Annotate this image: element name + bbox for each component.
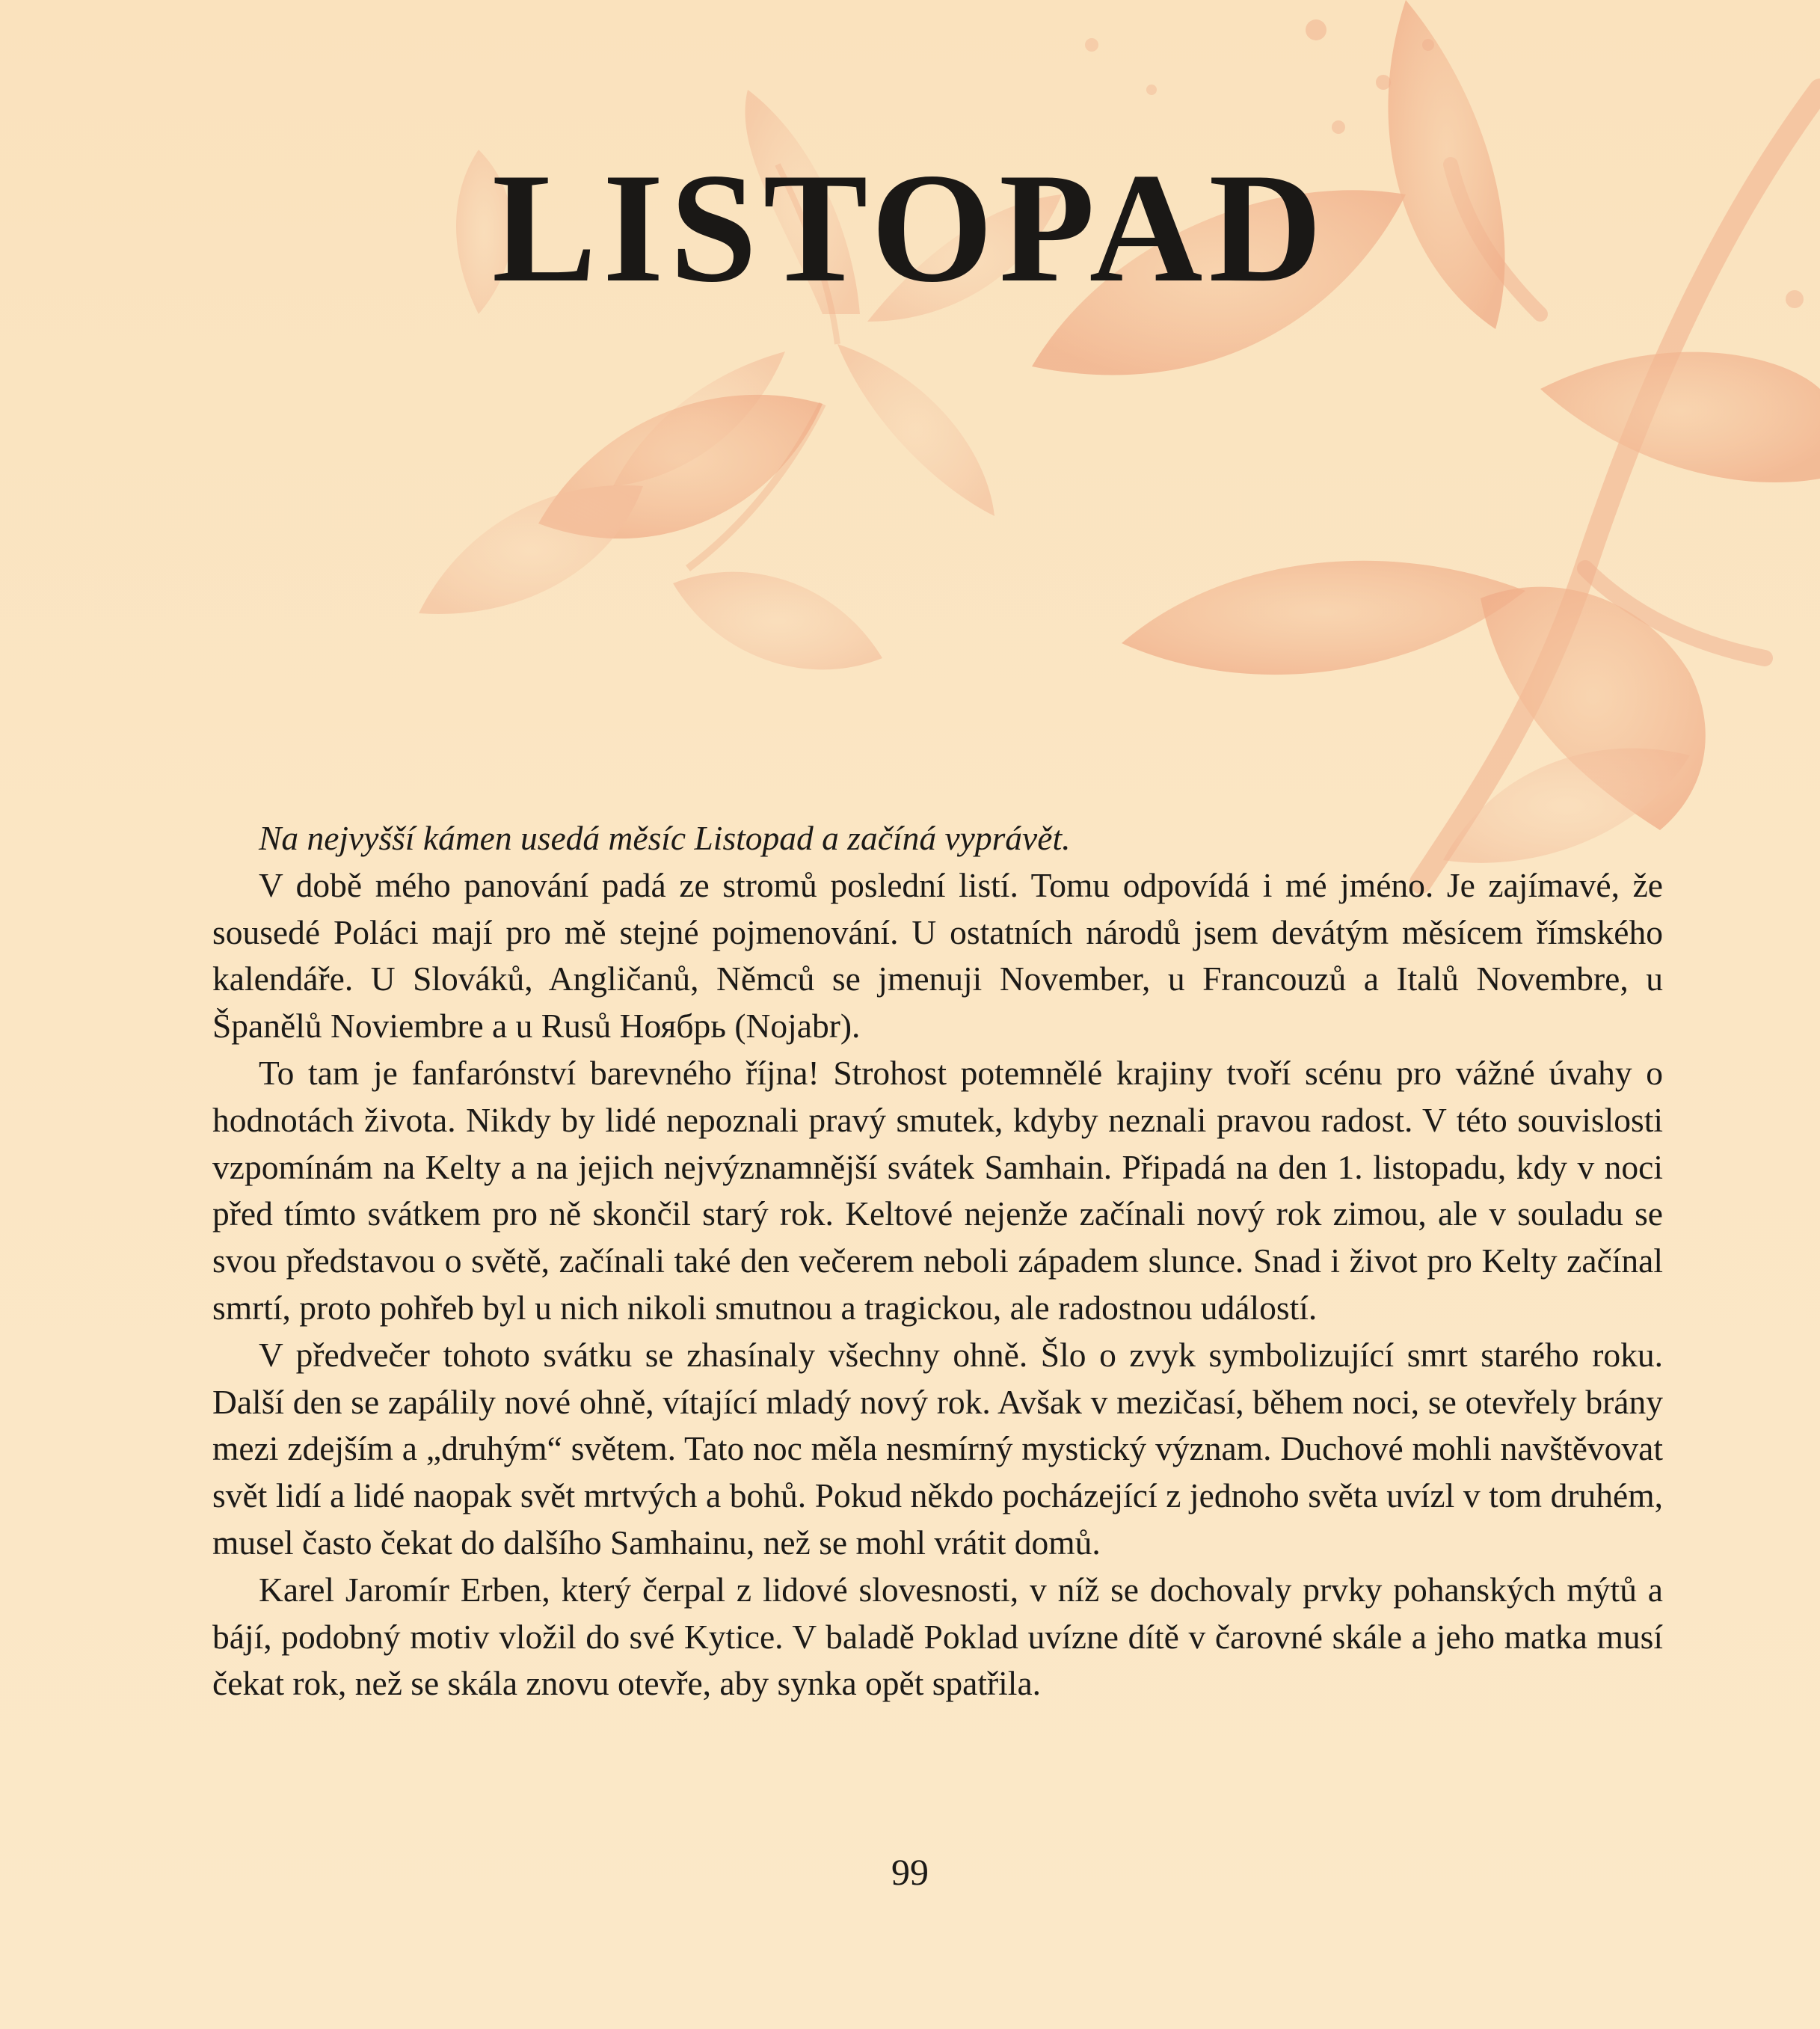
paragraph: Karel Jaromír Erben, který čerpal z lidové slovesnosti, v níž se dochovaly prvky pohanských mýtů a bájí, podobný motiv vložil do své Kytice. V baladě Poklad uvízne dítě v čarovné skále a jeho matka musí čekat rok, než se skála znovu otevře, aby synka opět spatřila. — [212, 1570, 1663, 1703]
page-number: 99 — [891, 1851, 929, 1893]
paragraph: V době mého panování padá ze stromů poslední listí. Tomu odpovídá i mé jméno. Je zajímavé, že sousedé Poláci mají pro mě stejné pojmenování. U ostatních národů jsem devátým měsícem římského kalendáře. U Slováků, Angličanů, Němců se jmenuji November, u Francouzů a Italů Novembre, u Španělů Noviembre a u Rusů Ноябрь (Nojabr). — [212, 865, 1663, 1046]
paragraph-lead: Na nejvyšší kámen usedá měsíc Listopad a začíná vyprávět. — [259, 819, 1071, 857]
page-title: LISTOPAD — [491, 141, 1329, 315]
paragraph: To tam je fanfarónství barevného října! Strohost potemnělé krajiny tvoří scénu pro vážné úvahy o hodnotách života. Nikdy by lidé nepoznali pravý smutek, kdyby neznali pravou radost. V této souvislosti vzpomínám na Kelty a na jejich nejvýznamnější svátek Samhain. Připadá na den 1. listopadu, kdy v noci před tímto svátkem pro ně skončil starý rok. Keltové nejenže začínali nový rok zimou, ale v souladu se svou představou o světě, začínali také den večerem neboli západem slunce. Snad i život pro Kelty začínal smrtí, proto pohřeb byl u nich nikoli smutnou a tragickou, ale radostnou událostí. — [212, 1053, 1663, 1327]
paragraph: V předvečer tohoto svátku se zhasínaly všechny ohně. Šlo o zvyk symbolizující smrt starého roku. Další den se zapálily nové ohně, vítající mladý nový rok. Avšak v mezičasí, během noci, se otevřely brány mezi zdejším a „druhým“ světem. Tato noc měla nesmírný mystický význam. Duchové mohli navštěvovat svět lidí a lidé naopak svět mrtvých a bohů. Pokud někdo pocházející z jednoho světa uvízl v tom druhém, musel často čekat do dalšího Samhainu, než se mohl vrátit domů. — [212, 1335, 1663, 1562]
body-text — [212, 815, 1663, 1707]
